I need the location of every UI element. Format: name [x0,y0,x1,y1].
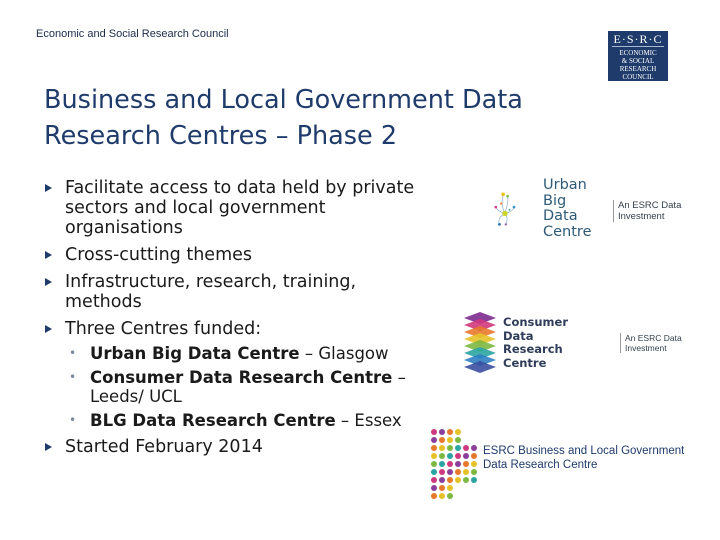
blg-dot [431,437,437,443]
blg-dot [439,477,445,483]
bullet-item: Facilitate access to data held by private sectors and local government organisations [44,178,424,238]
esrc-logo-line: & SOCIAL [621,57,655,65]
blg-dot [455,445,461,451]
bullet-item: Started February 2014 [44,437,424,457]
ubdc-logo-text [543,178,591,240]
esrc-data-investment-label [613,200,681,222]
centre-name: Urban Big Data Centre [90,344,300,363]
blg-dot [447,477,453,483]
blg-dot [431,445,437,451]
blg-dot [471,469,477,475]
bullet-text: Three Centres funded: [65,319,262,339]
blg-dot [439,453,445,459]
ubdc-logo-line: Big [543,192,567,209]
blg-dot [447,445,453,451]
blg-dot [455,453,461,459]
blg-dot [463,461,469,467]
blg-dot [439,437,445,443]
slide-title-line-1: Business and Local Government Data [44,85,523,115]
cdrc-logo-line: Centre [503,355,547,370]
bullet-item [44,319,424,430]
blg-dot [471,453,477,459]
esrc-logo [608,31,668,81]
esrc-logo-line: COUNCIL [622,73,654,81]
blg-dot [447,461,453,467]
esrc-logo-letters: E·S·R·C [613,32,663,46]
esrc-data-investment-label-2 [620,333,682,353]
cdrc-logo-graphic [460,312,500,376]
blg-dot [463,469,469,475]
blg-dot [439,485,445,491]
blg-logo-text [483,444,684,472]
blg-logo-graphic [430,428,482,500]
cdrc-logo-line: Data [503,328,534,343]
blg-logo-line: Data Research Centre [483,459,598,471]
blg-dot [431,453,437,459]
centre-name: BLG Data Research Centre [90,411,336,430]
centre-location: – Glasgow [299,344,389,363]
slide-title-line-2: Research Centres – Phase 2 [44,121,398,151]
slide-title [44,82,604,154]
cdrc-logo-line: Consumer [503,315,569,329]
bullet-list [44,178,424,464]
blg-dot [431,485,437,491]
blg-dot [431,469,437,475]
blg-logo-line: ESRC Business and Local Government [483,445,685,457]
blg-dot [447,453,453,459]
blg-dot [471,461,477,467]
cdrc-logo-line: Research [503,342,563,356]
blg-dot [463,445,469,451]
blg-dot [439,445,445,451]
bullet-item: Infrastructure, research, training, methods [44,272,424,312]
blg-dot [463,453,469,459]
ubdc-logo-line: Urban [543,177,587,193]
blg-dot [455,469,461,475]
blg-dot [463,477,469,483]
sub-bullet-item [65,368,424,406]
blg-dot [447,469,453,475]
blg-dot [447,493,453,499]
blg-dot [431,477,437,483]
ubdc-logo-graphic [494,168,544,248]
sub-bullet-item [65,344,424,363]
blg-dot [455,461,461,467]
sub-bullet-list [65,344,424,430]
blg-dot [447,437,453,443]
esrc-investment-line: Investment [625,343,667,353]
esrc-investment-line: An ESRC Data [625,333,682,343]
esrc-investment-line: Investment [618,211,665,222]
ubdc-logo-line: Centre [543,223,592,240]
cdrc-logo-text [503,316,568,370]
blg-dot [455,477,461,483]
bullet-item: Cross-cutting themes [44,245,424,265]
blg-dot [439,461,445,467]
blg-dot [439,469,445,475]
organisation-name: Economic and Social Research Council [36,28,229,40]
blg-dot [447,429,453,435]
centre-name: Consumer Data Research Centre [90,368,393,387]
esrc-logo-line: RESEARCH [619,65,657,73]
blg-dot [431,429,437,435]
blg-dot [431,461,437,467]
centre-location: – Leeds/ UCL [90,368,406,406]
blg-dot [439,493,445,499]
blg-dot [455,429,461,435]
esrc-logo-line: ECONOMIC [619,49,657,57]
centre-location: – Essex [335,411,402,430]
blg-dot [455,437,461,443]
blg-dot [431,493,437,499]
ubdc-logo-line: Data [543,208,578,224]
blg-dot [471,477,477,483]
blg-dot [471,445,477,451]
blg-dot [439,429,445,435]
sub-bullet-item [65,411,424,430]
esrc-investment-line: An ESRC Data [618,200,682,211]
blg-dot [447,485,453,491]
